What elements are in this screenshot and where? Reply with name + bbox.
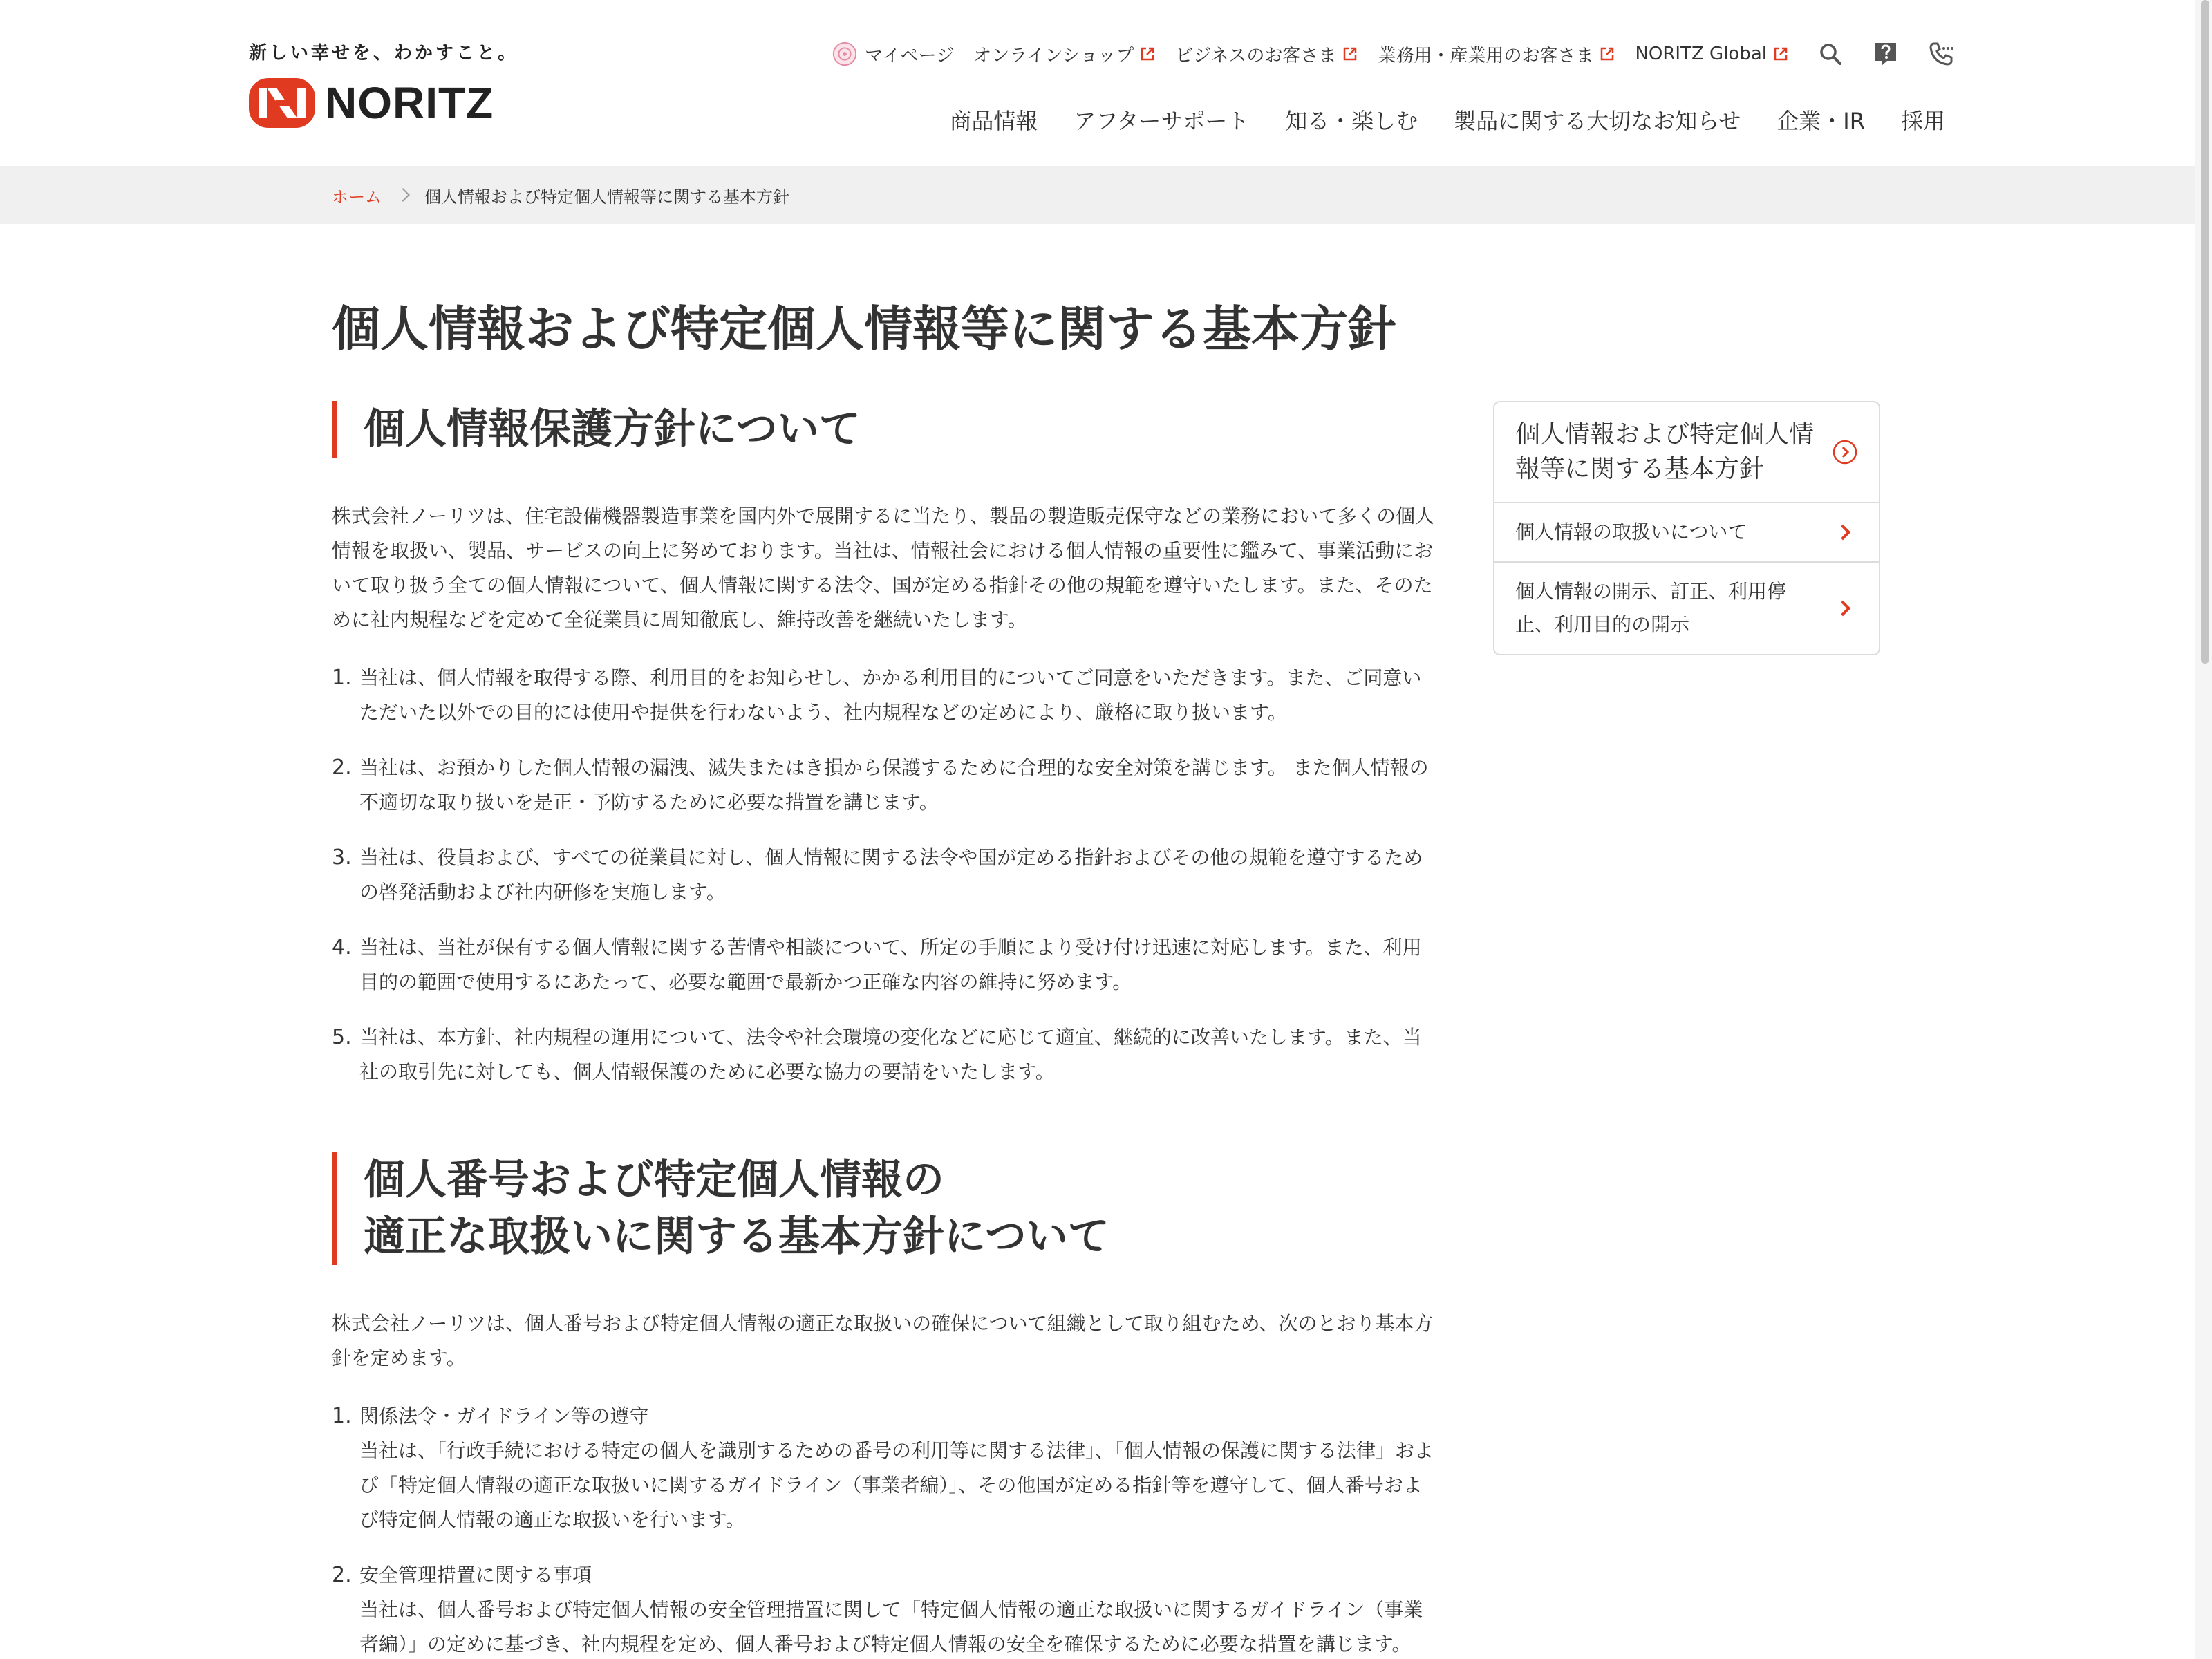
util-link-label: マイページ [865, 45, 955, 66]
sidenav-item-basic-policy[interactable] [1494, 402, 1879, 502]
list-number: 1. [332, 666, 352, 690]
policy-list [332, 1399, 1438, 1659]
noritz-logo[interactable] [249, 78, 518, 128]
external-link-icon [1342, 46, 1358, 62]
page-title: 個人情報および特定個人情報等に関する基本方針 [332, 301, 1396, 357]
list-number: 2. [332, 1563, 352, 1587]
list-item [332, 930, 1438, 1000]
util-link-label: オンラインショップ [973, 45, 1134, 66]
list-text [359, 1399, 1438, 1537]
list-text: 当社は、当社が保有する個人情報に関する苦情や相談について、所定の手順により受け付け迅速に対応します。また、利用目的の範囲で使用するにあたって、必要な範囲で最新かつ正確な内容の維持に努めます。 [359, 936, 1422, 993]
list-text: 当社は、本方針、社内規程の運用について、法令や社会環境の変化などに応じて適宜、継続的に改善いたします。また、当社の取引先に対しても、個人情報保護のために必要な協力の要請をいたします。 [359, 1026, 1422, 1083]
list-item [332, 661, 1438, 730]
list-text: 当社は、個人情報を取得する際、利用目的をお知らせし、かかる利用目的についてご同意をいただきます。また、ご同意いただいた以外での目的には使用や提供を行わないよう、社内規程などの定めにより、厳格に取り扱います。 [359, 666, 1422, 724]
list-number: 3. [332, 845, 352, 870]
section-heading-line: 適正な取扱いに関する基本方針について [364, 1212, 1109, 1261]
nav-learn-enjoy[interactable]: 知る・楽しむ [1285, 108, 1418, 134]
main-content [332, 401, 1438, 1659]
section-intro: 株式会社ノーリツは、住宅設備機器製造事業を国内外で展開するに当たり、製品の製造販売保守などの業務において多くの個人情報を取扱い、製品、サービスの向上に努めております。当社は、情報社会における個人情報の重要性に鑑みて、事業活動において取り扱う全ての個人情報について、個人情報に関する法令、国が定める指針その他の規範を遵守いたします。また、そのために社内規程などを定めて全従業員に周知徹底し、維持改善を継続いたします。 [332, 505, 1435, 631]
circle-chevron-right-icon [1832, 439, 1858, 465]
sidenav-item-label: 個人情報の開示、訂正、利用停止、利用目的の開示 [1515, 580, 1787, 636]
util-link-label: 業務用・産業用のお客さま [1378, 45, 1594, 66]
external-link-icon [1772, 46, 1789, 62]
nav-corporate-ir[interactable]: 企業・IR [1777, 108, 1865, 134]
utility-nav [812, 39, 1955, 69]
nav-recruit[interactable]: 採用 [1900, 108, 1945, 134]
list-item-body: 当社は、「行政手続における特定の個人を識別するための番号の利用等に関する法律」、「個人情報の保護に関する法律」および「特定個人情報の適正な取扱いに関するガイドライン（事業者編）」、その他国が定める指針等を遵守して、個人番号および特定個人情報の適正な取扱いを行います。 [359, 1439, 1434, 1531]
list-item [332, 1558, 1438, 1659]
section-intro: 株式会社ノーリツは、個人番号および特定個人情報の適正な取扱いの確保について組織として取り組むため、次のとおり基本方針を定めます。 [332, 1312, 1434, 1369]
util-link-business[interactable] [1175, 41, 1358, 67]
list-number: 5. [332, 1025, 352, 1049]
chevron-right-icon [1835, 601, 1851, 617]
section-heading-text: 個人情報保護方針について [364, 405, 861, 453]
section-heading [332, 401, 1438, 458]
sidenav-item-disclosure[interactable] [1494, 561, 1879, 654]
search-icon[interactable] [1817, 40, 1844, 68]
list-item [332, 841, 1438, 910]
list-text: 当社は、お預かりした個人情報の漏洩、滅失またはき損から保護するために合理的な安全対策を講じます。 また個人情報の不適切な取り扱いを是正・予防するために必要な措置を講じます。 [359, 756, 1429, 814]
util-link-global[interactable] [1635, 44, 1789, 64]
list-item [332, 1020, 1438, 1089]
list-number: 4. [332, 935, 352, 959]
logo-area[interactable] [249, 39, 518, 128]
list-item-title: 安全管理措置に関する事項 [359, 1564, 592, 1586]
noritz-logo-mark-icon [249, 78, 315, 128]
breadcrumb-home[interactable]: ホーム [332, 187, 382, 207]
list-number: 1. [332, 1404, 352, 1428]
section-heading [332, 1152, 1438, 1265]
chevron-right-icon [396, 188, 410, 202]
breadcrumb [0, 166, 2212, 224]
list-item [332, 751, 1438, 820]
util-link-label: ビジネスのお客さま [1175, 45, 1337, 66]
list-number: 2. [332, 756, 352, 780]
mypage-icon [832, 41, 858, 67]
site-header [0, 0, 2212, 166]
external-link-icon [1599, 46, 1615, 62]
main-nav [913, 104, 1945, 135]
chevron-right-icon [1835, 525, 1851, 541]
list-text [359, 1558, 1438, 1659]
help-icon[interactable] [1872, 40, 1900, 68]
sidenav-item-handling[interactable] [1494, 502, 1879, 561]
sidenav-item-label: 個人情報の取扱いについて [1515, 521, 1747, 543]
side-nav [1493, 401, 1880, 655]
scrollbar-thumb[interactable] [2201, 0, 2209, 664]
util-link-industrial[interactable] [1378, 41, 1615, 67]
policy-list [332, 661, 1438, 1089]
nav-important-notices[interactable]: 製品に関する大切なお知らせ [1454, 108, 1741, 134]
util-link-label: NORITZ Global [1635, 44, 1767, 64]
tagline: 新しい幸せを、わかすこと。 [249, 43, 519, 64]
util-link-mypage[interactable] [832, 41, 954, 67]
list-item [332, 1399, 1438, 1537]
phone-icon[interactable] [1927, 40, 1955, 68]
list-item-title: 関係法令・ガイドライン等の遵守 [359, 1405, 649, 1427]
logo-text: NORITZ [325, 78, 494, 128]
section-heading-line: 個人番号および特定個人情報の [364, 1156, 944, 1204]
external-link-icon [1139, 46, 1156, 62]
list-item-body: 当社は、個人番号および特定個人情報の安全管理措置に関して「特定個人情報の適正な取扱いに関するガイドライン（事業者編）」の定めに基づき、社内規程を定め、個人番号および特定個人情報の安全を確保するために必要な措置を講じます。 [359, 1598, 1423, 1656]
section-my-number-policy [332, 1152, 1438, 1659]
breadcrumb-current: 個人情報および特定個人情報等に関する基本方針 [424, 187, 789, 207]
sidenav-item-label: 個人情報および特定個人情報等に関する基本方針 [1515, 420, 1815, 483]
nav-products[interactable]: 商品情報 [949, 108, 1038, 134]
list-text: 当社は、役員および、すべての従業員に対し、個人情報に関する法令や国が定める指針およびその他の規範を遵守するための啓発活動および社内研修を実施します。 [359, 846, 1423, 903]
nav-after-support[interactable]: アフターサポート [1074, 108, 1250, 134]
util-link-online-shop[interactable] [973, 41, 1156, 67]
section-privacy-policy [332, 401, 1438, 1089]
